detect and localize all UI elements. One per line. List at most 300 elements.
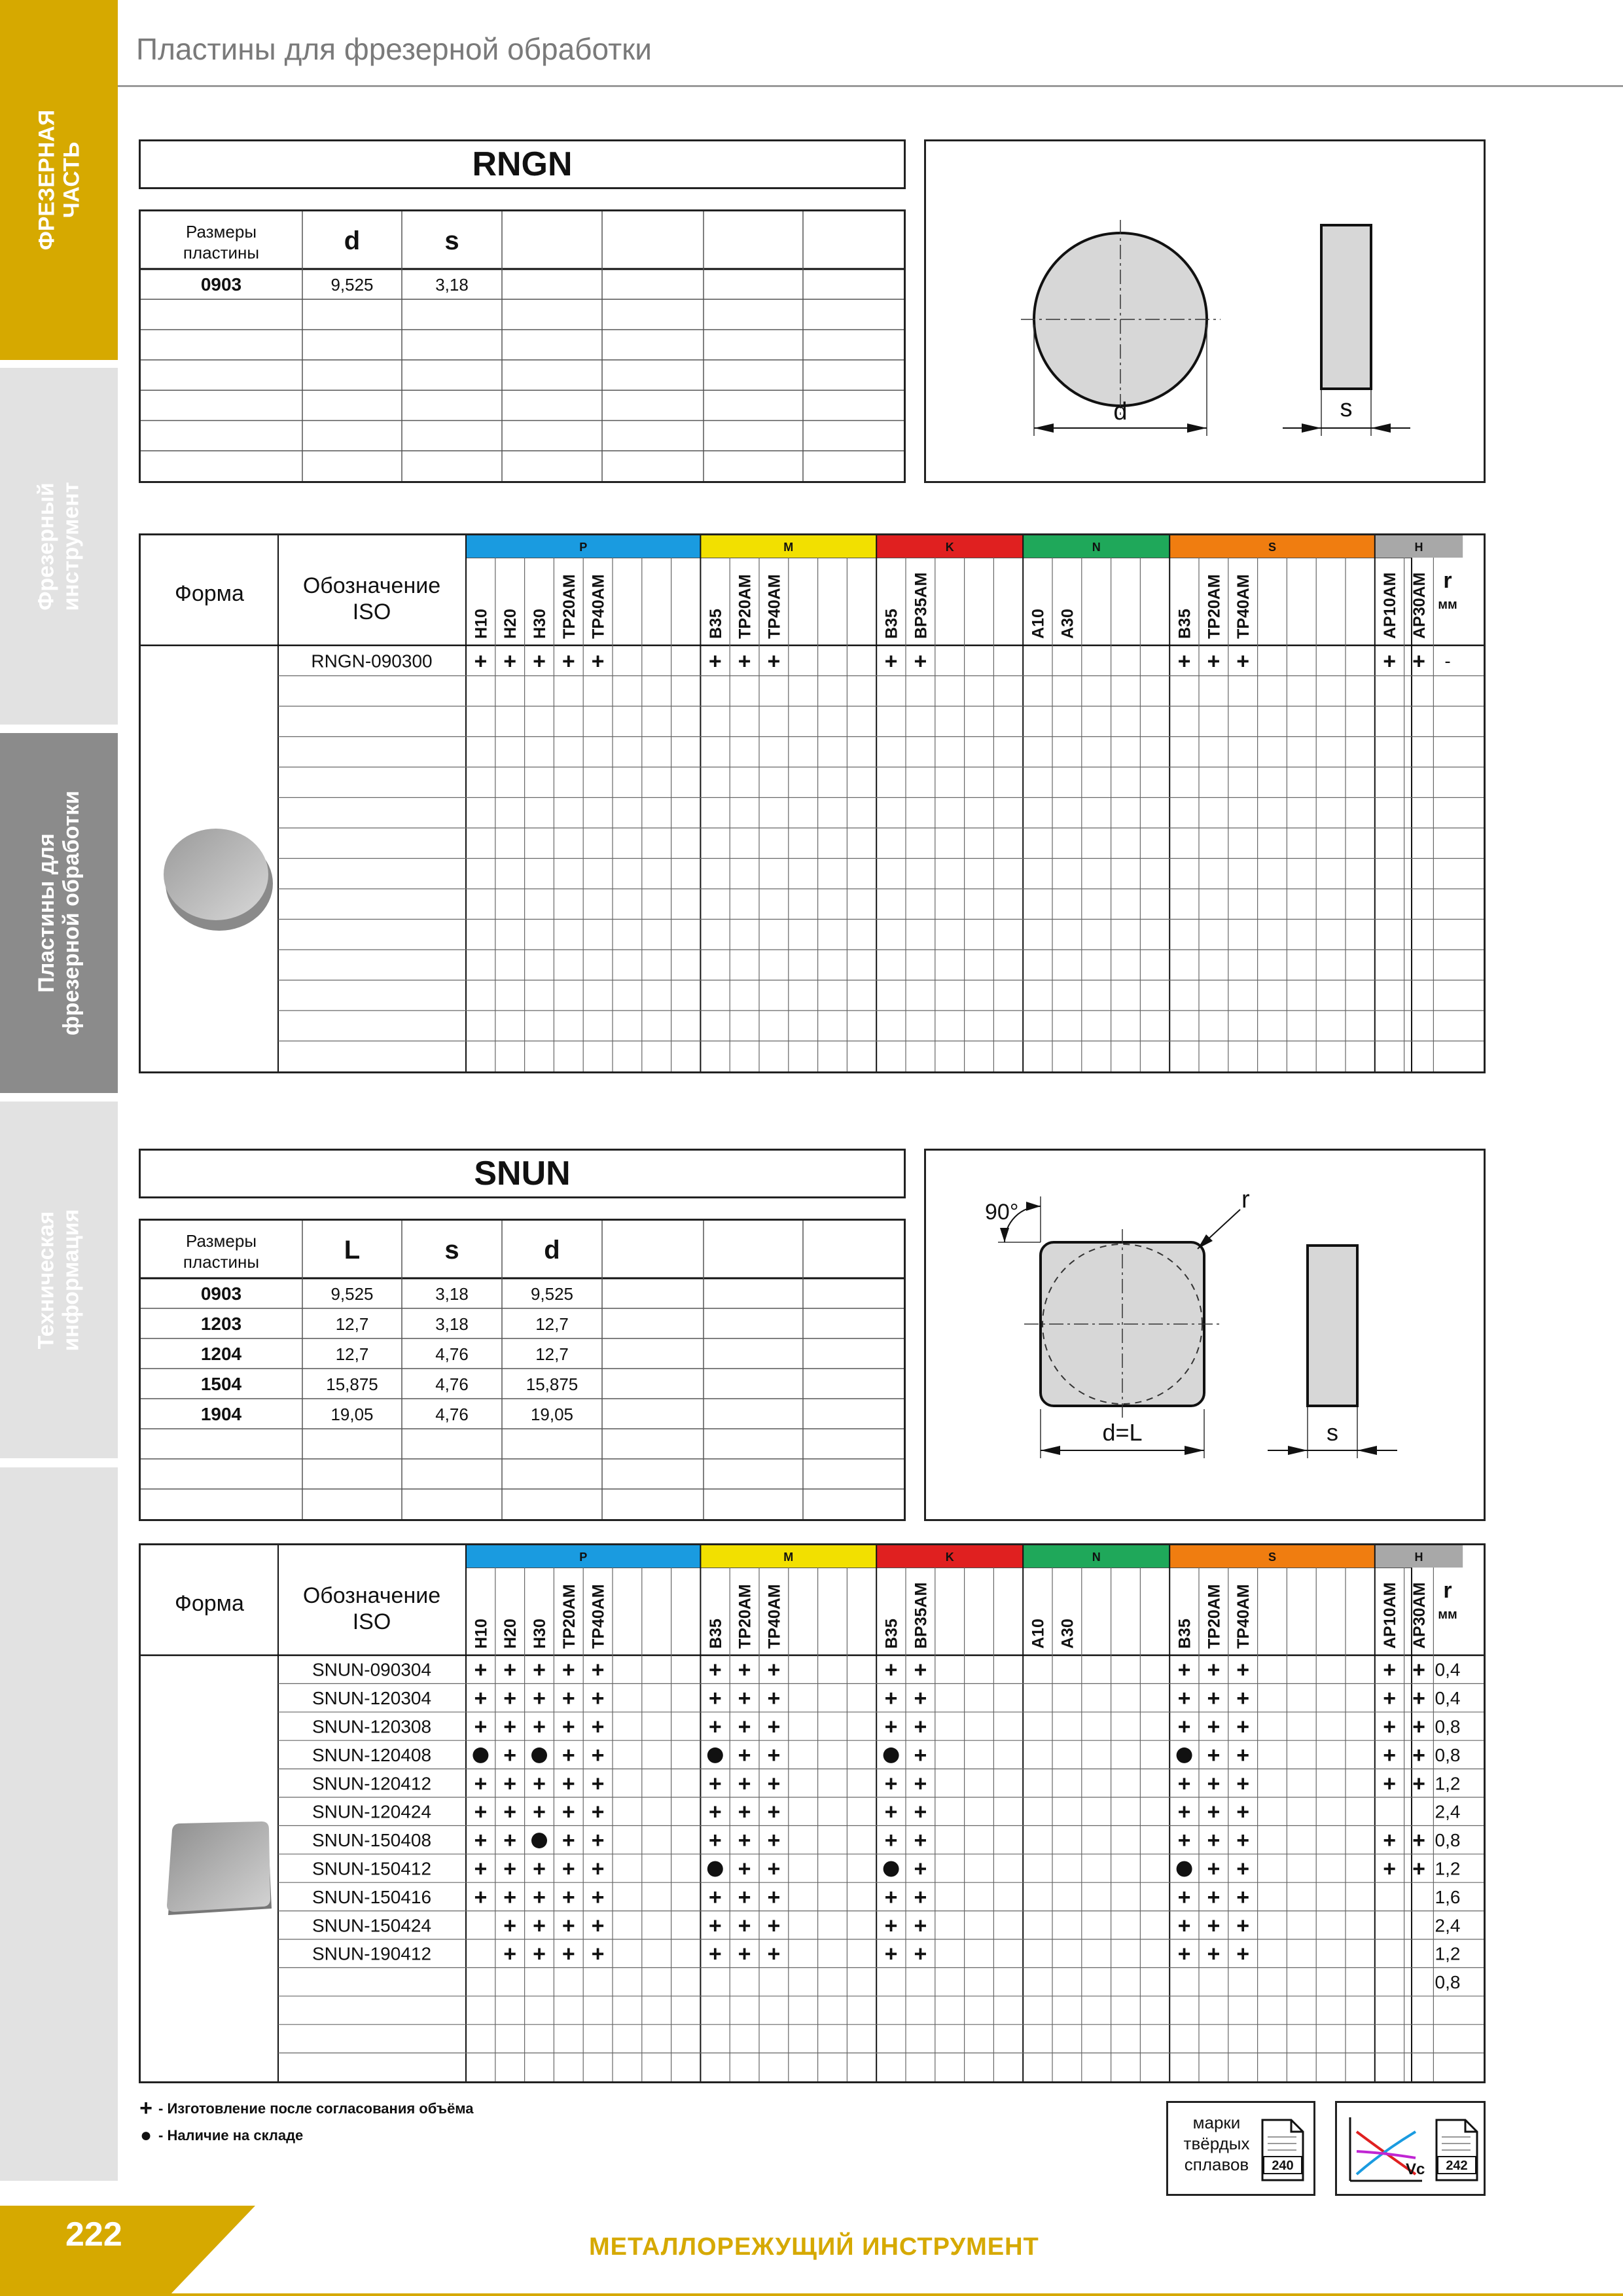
- size-value: 12,7: [535, 1314, 569, 1334]
- sidebar-tab-milling-tools[interactable]: [0, 368, 118, 725]
- order-plus: +: [738, 1856, 751, 1882]
- order-plus: +: [708, 1828, 722, 1854]
- ref-grades-line: сплавов: [1184, 2155, 1249, 2174]
- order-plus: +: [1412, 1686, 1425, 1712]
- legend-dot-text: - Наличие на складе: [158, 2127, 304, 2144]
- order-plus: +: [1383, 1771, 1397, 1797]
- order-plus: +: [1177, 1686, 1191, 1712]
- snun-dimensions-grid: [141, 1221, 904, 1519]
- order-plus: +: [738, 1742, 751, 1768]
- group-label: S: [1268, 1551, 1277, 1564]
- grade-label: B35: [882, 1619, 901, 1649]
- order-plus: +: [1412, 1771, 1425, 1797]
- size-value: 12,7: [535, 1344, 569, 1364]
- cutting-speed-chart-icon: [1344, 2112, 1429, 2189]
- group-label: N: [1092, 541, 1101, 554]
- order-plus: +: [1412, 1742, 1425, 1768]
- document-icon: [1434, 2117, 1480, 2183]
- form-header: Форма: [175, 581, 244, 606]
- order-plus: +: [1412, 1828, 1425, 1854]
- order-plus: +: [474, 649, 488, 674]
- sidebar-tab-label: Техническая: [34, 1211, 59, 1349]
- round-insert-side-view: [1321, 225, 1371, 389]
- order-plus: +: [738, 1828, 751, 1854]
- grades-reference-link[interactable]: [1166, 2101, 1315, 2196]
- grade-label: TP40AM: [589, 574, 608, 639]
- grade-label: TP20AM: [736, 1584, 755, 1649]
- order-plus: +: [738, 1941, 751, 1967]
- grade-label: A10: [1029, 609, 1048, 639]
- order-plus: +: [562, 1941, 575, 1967]
- group-label: S: [1268, 541, 1277, 554]
- ref-grades-page: 240: [1272, 2159, 1294, 2173]
- stock-dot: [531, 1748, 547, 1763]
- size-value: 15,875: [326, 1374, 378, 1394]
- stock-dot: [883, 1748, 899, 1763]
- sidebar-tab-empty[interactable]: [0, 1467, 118, 2181]
- size-code: 1504: [200, 1374, 242, 1394]
- order-plus: +: [1207, 1856, 1221, 1882]
- stock-dot: [883, 1861, 899, 1877]
- snun-title: SNUN: [139, 1149, 906, 1198]
- order-plus: +: [1207, 1799, 1221, 1825]
- order-plus: +: [503, 1913, 517, 1939]
- order-plus: +: [474, 1771, 488, 1797]
- iso-header: Обозначение ISO: [302, 573, 441, 624]
- radius-label: r: [1241, 1186, 1250, 1213]
- order-plus: +: [562, 649, 575, 674]
- dim-header: s: [444, 226, 459, 255]
- order-plus: +: [591, 1771, 605, 1797]
- sidebar-tab-label: ФРЕЗЕРНАЯ: [34, 109, 60, 251]
- order-plus: +: [1236, 1828, 1250, 1854]
- order-plus: +: [562, 1828, 575, 1854]
- grade-label: B35: [706, 1619, 725, 1649]
- order-plus: +: [1207, 1828, 1221, 1854]
- iso-code: SNUN-090304: [312, 1659, 432, 1680]
- size-value: 9,525: [530, 1284, 574, 1304]
- order-plus: +: [591, 1714, 605, 1740]
- stock-dot: [531, 1833, 547, 1848]
- legend-plus-text: - Изготовление после согласования объёма: [158, 2100, 474, 2117]
- order-plus: +: [562, 1742, 575, 1768]
- iso-code: SNUN-120304: [312, 1688, 432, 1709]
- sidebar-tab-milling-inserts[interactable]: [0, 733, 118, 1093]
- order-plus: +: [1383, 1856, 1397, 1882]
- group-label: M: [783, 1551, 794, 1564]
- order-plus: +: [1236, 1686, 1250, 1712]
- order-plus: +: [884, 1941, 898, 1967]
- order-plus: +: [738, 649, 751, 674]
- dim-header-sizes: Размеры пластины: [183, 1231, 260, 1272]
- order-plus: +: [474, 1884, 488, 1910]
- order-plus: +: [1412, 1856, 1425, 1882]
- r-header: r: [1443, 1578, 1452, 1603]
- s-dimension-label: s: [1340, 395, 1353, 422]
- grade-label: TP40AM: [589, 1584, 608, 1649]
- order-plus: +: [738, 1799, 751, 1825]
- group-label: H: [1414, 541, 1423, 554]
- order-plus: +: [708, 1913, 722, 1939]
- sidebar-tab-label: ЧАСТЬ: [59, 141, 84, 219]
- dim-header-sizes: Размеры пластины: [183, 222, 260, 262]
- stock-dot: [1177, 1748, 1192, 1763]
- iso-code: SNUN-150408: [312, 1830, 432, 1851]
- corner-radius: 1,2: [1435, 1858, 1461, 1879]
- grade-label: TP20AM: [560, 574, 579, 639]
- order-plus: +: [474, 1856, 488, 1882]
- order-plus: +: [1207, 1714, 1221, 1740]
- order-plus: +: [1177, 1884, 1191, 1910]
- grade-label: TP40AM: [1234, 1584, 1253, 1649]
- order-plus: +: [533, 1714, 546, 1740]
- order-plus: +: [474, 1799, 488, 1825]
- rngn-dimensions-table: [139, 209, 906, 483]
- page-number: 222: [65, 2215, 122, 2253]
- order-plus: +: [503, 1941, 517, 1967]
- order-plus: +: [591, 1799, 605, 1825]
- iso-code: SNUN-150424: [312, 1915, 432, 1936]
- order-plus: +: [884, 1913, 898, 1939]
- sidebar-tab-label: Пластины для: [34, 833, 59, 993]
- form-header: Форма: [175, 1591, 244, 1616]
- ref-grades-line: твёрдых: [1183, 2134, 1250, 2153]
- order-plus: +: [1412, 1657, 1425, 1683]
- order-plus: +: [533, 1856, 546, 1882]
- order-plus: +: [1383, 649, 1397, 674]
- header-rule: [118, 85, 1623, 87]
- order-plus: +: [708, 1884, 722, 1910]
- order-plus: +: [708, 1714, 722, 1740]
- order-plus: +: [914, 1884, 927, 1910]
- order-plus: +: [767, 1828, 781, 1854]
- order-plus: +: [503, 1884, 517, 1910]
- dim-header: d: [544, 1236, 560, 1265]
- snun-grades-grid: [141, 1545, 1484, 2081]
- order-plus: +: [1383, 1714, 1397, 1740]
- order-plus: +: [767, 1657, 781, 1683]
- order-plus: +: [767, 1856, 781, 1882]
- order-plus: +: [767, 1884, 781, 1910]
- size-code: 0903: [200, 1283, 242, 1304]
- order-plus: +: [708, 1686, 722, 1712]
- order-plus: +: [533, 1771, 546, 1797]
- order-plus: +: [533, 649, 546, 674]
- order-plus: +: [884, 649, 898, 674]
- corner-radius: 2,4: [1435, 1915, 1461, 1936]
- order-plus: +: [914, 649, 927, 674]
- order-plus: +: [708, 1657, 722, 1683]
- ref-grades-line: марки: [1192, 2113, 1241, 2132]
- sidebar-tab-label: фрезерной обработки: [59, 790, 84, 1036]
- grade-label: BP35AM: [912, 572, 931, 639]
- grade-label: B35: [882, 609, 901, 639]
- grade-label: TP20AM: [560, 1584, 579, 1649]
- corner-radius: 1,2: [1435, 1773, 1461, 1794]
- size-value: 9,525: [330, 275, 374, 295]
- order-plus: +: [1236, 1771, 1250, 1797]
- snun-drawing: [924, 1149, 1486, 1521]
- order-plus: +: [884, 1686, 898, 1712]
- order-plus: +: [738, 1657, 751, 1683]
- order-plus: +: [1177, 1714, 1191, 1740]
- order-plus: +: [533, 1799, 546, 1825]
- order-plus: +: [562, 1884, 575, 1910]
- iso-code: SNUN-120424: [312, 1801, 432, 1822]
- order-plus: +: [914, 1941, 927, 1967]
- grade-label: TP40AM: [765, 1584, 784, 1649]
- grade-label: TP20AM: [736, 574, 755, 639]
- order-plus: +: [1207, 1657, 1221, 1683]
- order-plus: +: [1236, 1657, 1250, 1683]
- order-plus: +: [914, 1771, 927, 1797]
- order-plus: +: [708, 649, 722, 674]
- group-label: M: [783, 541, 794, 554]
- order-plus: +: [533, 1913, 546, 1939]
- order-plus: +: [708, 1771, 722, 1797]
- order-plus: +: [533, 1941, 546, 1967]
- group-label: K: [945, 541, 954, 554]
- size-value: 3,18: [435, 1284, 469, 1304]
- order-plus: +: [562, 1799, 575, 1825]
- order-plus: +: [767, 1913, 781, 1939]
- size-value: 4,76: [435, 1405, 469, 1424]
- size-value: 3,18: [435, 275, 469, 295]
- order-plus: +: [1207, 1686, 1221, 1712]
- order-plus: +: [884, 1714, 898, 1740]
- rngn-grades-table: [139, 533, 1486, 1073]
- order-plus: +: [562, 1686, 575, 1712]
- snun-dimensions-table: [139, 1219, 906, 1521]
- order-plus: +: [562, 1771, 575, 1797]
- order-plus: +: [1236, 1799, 1250, 1825]
- grade-label: A30: [1058, 1619, 1077, 1649]
- s-dimension-label: s: [1327, 1419, 1338, 1446]
- rngn-insert-image: [154, 797, 278, 948]
- cutting-speed-reference-link[interactable]: [1335, 2101, 1486, 2196]
- dim-header: s: [444, 1236, 459, 1265]
- corner-radius: 1,6: [1435, 1886, 1461, 1907]
- order-plus: +: [914, 1714, 927, 1740]
- size-value: 4,76: [435, 1344, 469, 1364]
- size-value: 4,76: [435, 1374, 469, 1394]
- order-plus: +: [591, 1657, 605, 1683]
- order-plus: +: [884, 1828, 898, 1854]
- grade-label: H20: [501, 1619, 520, 1649]
- grade-label: H20: [501, 609, 520, 639]
- group-label: P: [579, 541, 588, 554]
- size-code: 0903: [200, 274, 242, 295]
- order-plus: +: [474, 1657, 488, 1683]
- r-unit: мм: [1438, 598, 1457, 612]
- page-title: Пластины для фрезерной обработки: [136, 32, 652, 66]
- order-plus: +: [1177, 1913, 1191, 1939]
- order-plus: +: [1177, 1828, 1191, 1854]
- grade-label: TP40AM: [765, 574, 784, 639]
- order-plus: +: [767, 1771, 781, 1797]
- dim-header: d: [344, 226, 361, 255]
- group-label: P: [579, 1551, 588, 1564]
- order-plus: +: [1412, 649, 1425, 674]
- order-plus: +: [738, 1884, 751, 1910]
- order-plus: +: [562, 1856, 575, 1882]
- order-plus: +: [708, 1799, 722, 1825]
- stock-dot: [707, 1861, 723, 1877]
- order-plus: +: [562, 1657, 575, 1683]
- order-plus: +: [1236, 649, 1250, 674]
- order-plus: +: [767, 1799, 781, 1825]
- order-plus: +: [591, 1686, 605, 1712]
- rngn-dimensions-grid: [141, 211, 904, 481]
- size-value: 19,05: [330, 1405, 374, 1424]
- order-plus: +: [914, 1856, 927, 1882]
- sidebar-tab-milling-section[interactable]: [0, 0, 118, 360]
- order-plus: +: [591, 649, 605, 674]
- corner-radius: -: [1444, 651, 1451, 672]
- footer-brand: МЕТАЛЛОРЕЖУЩИЙ ИНСТРУМЕНТ: [589, 2233, 1039, 2261]
- sidebar-tab-label: Фрезерный: [34, 482, 59, 611]
- order-plus: +: [884, 1771, 898, 1797]
- sidebar-tab-label: инструмент: [59, 481, 84, 611]
- square-insert-side-view: [1308, 1246, 1357, 1406]
- order-plus: +: [503, 1686, 517, 1712]
- order-plus: +: [503, 1714, 517, 1740]
- size-code: 1203: [200, 1314, 242, 1334]
- order-plus: +: [884, 1657, 898, 1683]
- order-plus: +: [767, 1686, 781, 1712]
- order-plus: +: [767, 649, 781, 674]
- size-value: 3,18: [435, 1314, 469, 1334]
- order-plus: +: [1236, 1856, 1250, 1882]
- sidebar-tab-technical-info[interactable]: [0, 1102, 118, 1458]
- rngn-title: RNGN: [139, 139, 906, 189]
- size-code: 1204: [200, 1344, 242, 1364]
- order-plus: +: [738, 1913, 751, 1939]
- dim-header: L: [344, 1236, 361, 1265]
- grade-label: B35: [706, 609, 725, 639]
- order-plus: +: [474, 1714, 488, 1740]
- snun-grades-table: [139, 1543, 1486, 2083]
- order-plus: +: [1383, 1742, 1397, 1768]
- group-label: N: [1092, 1551, 1101, 1564]
- r-unit: мм: [1438, 1607, 1457, 1622]
- order-plus: +: [503, 1799, 517, 1825]
- size-code: 1904: [200, 1404, 242, 1424]
- group-label: K: [945, 1551, 954, 1564]
- order-plus: +: [914, 1657, 927, 1683]
- iso-code: SNUN-190412: [312, 1943, 432, 1964]
- corner-radius: 0,8: [1435, 1744, 1461, 1765]
- order-plus: +: [1207, 1913, 1221, 1939]
- size-value: 9,525: [330, 1284, 374, 1304]
- stock-dot-icon: ●: [139, 2125, 152, 2146]
- order-plus: +: [503, 649, 517, 674]
- size-value: 19,05: [530, 1405, 574, 1424]
- order-plus: +: [1383, 1657, 1397, 1683]
- order-plus: +: [503, 1742, 517, 1768]
- stock-dot: [473, 1748, 488, 1763]
- order-plus: +: [738, 1686, 751, 1712]
- iso-code: SNUN-120412: [312, 1773, 432, 1794]
- order-plus: +: [474, 1828, 488, 1854]
- d-dimension-label: d: [1113, 398, 1128, 425]
- rngn-grades-grid: [141, 535, 1484, 1071]
- order-plus: +: [1177, 1657, 1191, 1683]
- order-plus: +: [591, 1742, 605, 1768]
- dl-dimension-label: d=L: [1102, 1419, 1143, 1446]
- order-plus: +: [591, 1941, 605, 1967]
- stock-dot: [707, 1748, 723, 1763]
- order-plus: +: [914, 1686, 927, 1712]
- corner-radius: 0,8: [1435, 1716, 1461, 1737]
- order-plus: +: [1412, 1714, 1425, 1740]
- order-plus: +: [503, 1771, 517, 1797]
- order-plus: +: [914, 1742, 927, 1768]
- rngn-drawing: [924, 139, 1486, 483]
- grade-label: BP35AM: [912, 1582, 931, 1649]
- order-plus: +: [1236, 1714, 1250, 1740]
- iso-header: Обозначение ISO: [302, 1583, 441, 1634]
- grade-label: H30: [531, 609, 549, 639]
- order-plus: +: [914, 1799, 927, 1825]
- order-plus: +: [1383, 1828, 1397, 1854]
- order-plus: +: [503, 1856, 517, 1882]
- order-plus: +: [767, 1714, 781, 1740]
- order-plus: +: [1383, 1686, 1397, 1712]
- order-plus: +: [1236, 1884, 1250, 1910]
- order-plus: +: [1207, 1771, 1221, 1797]
- order-plus: +: [767, 1941, 781, 1967]
- order-plus: +: [1207, 649, 1221, 674]
- grade-label: AP30AM: [1410, 1582, 1429, 1649]
- order-plus: +: [533, 1686, 546, 1712]
- order-plus: +: [1236, 1913, 1250, 1939]
- order-plus: +: [914, 1913, 927, 1939]
- grade-label: TP20AM: [1205, 1584, 1224, 1649]
- order-plus: +: [1207, 1884, 1221, 1910]
- order-plus: +: [533, 1884, 546, 1910]
- order-plus: +: [533, 1657, 546, 1683]
- order-plus: +: [474, 1686, 488, 1712]
- order-plus: +: [1177, 1771, 1191, 1797]
- document-icon: [1260, 2117, 1306, 2183]
- order-plus: +: [591, 1828, 605, 1854]
- order-plus: +: [1236, 1742, 1250, 1768]
- size-value: 12,7: [335, 1314, 369, 1334]
- plus-icon: +: [139, 2096, 152, 2121]
- corner-radius: 0,4: [1435, 1659, 1461, 1680]
- order-plus: +: [1207, 1941, 1221, 1967]
- snun-drawing-svg: [926, 1151, 1484, 1519]
- grade-label: TP20AM: [1205, 574, 1224, 639]
- order-plus: +: [1177, 649, 1191, 674]
- r-header: r: [1443, 568, 1452, 593]
- order-plus: +: [738, 1714, 751, 1740]
- grade-label: B35: [1175, 1619, 1194, 1649]
- iso-code: SNUN-120408: [312, 1744, 432, 1765]
- iso-code: SNUN-150412: [312, 1858, 432, 1879]
- corner-radius: 0,8: [1435, 1972, 1461, 1993]
- order-plus: +: [1236, 1941, 1250, 1967]
- legend-plus: [137, 2096, 474, 2121]
- order-plus: +: [591, 1884, 605, 1910]
- stock-dot: [1177, 1861, 1192, 1877]
- order-plus: +: [1177, 1799, 1191, 1825]
- ref-speed-page: 242: [1446, 2159, 1468, 2173]
- corner-radius: 1,2: [1435, 1943, 1461, 1964]
- grade-label: B35: [1175, 609, 1194, 639]
- grade-label: A10: [1029, 1619, 1048, 1649]
